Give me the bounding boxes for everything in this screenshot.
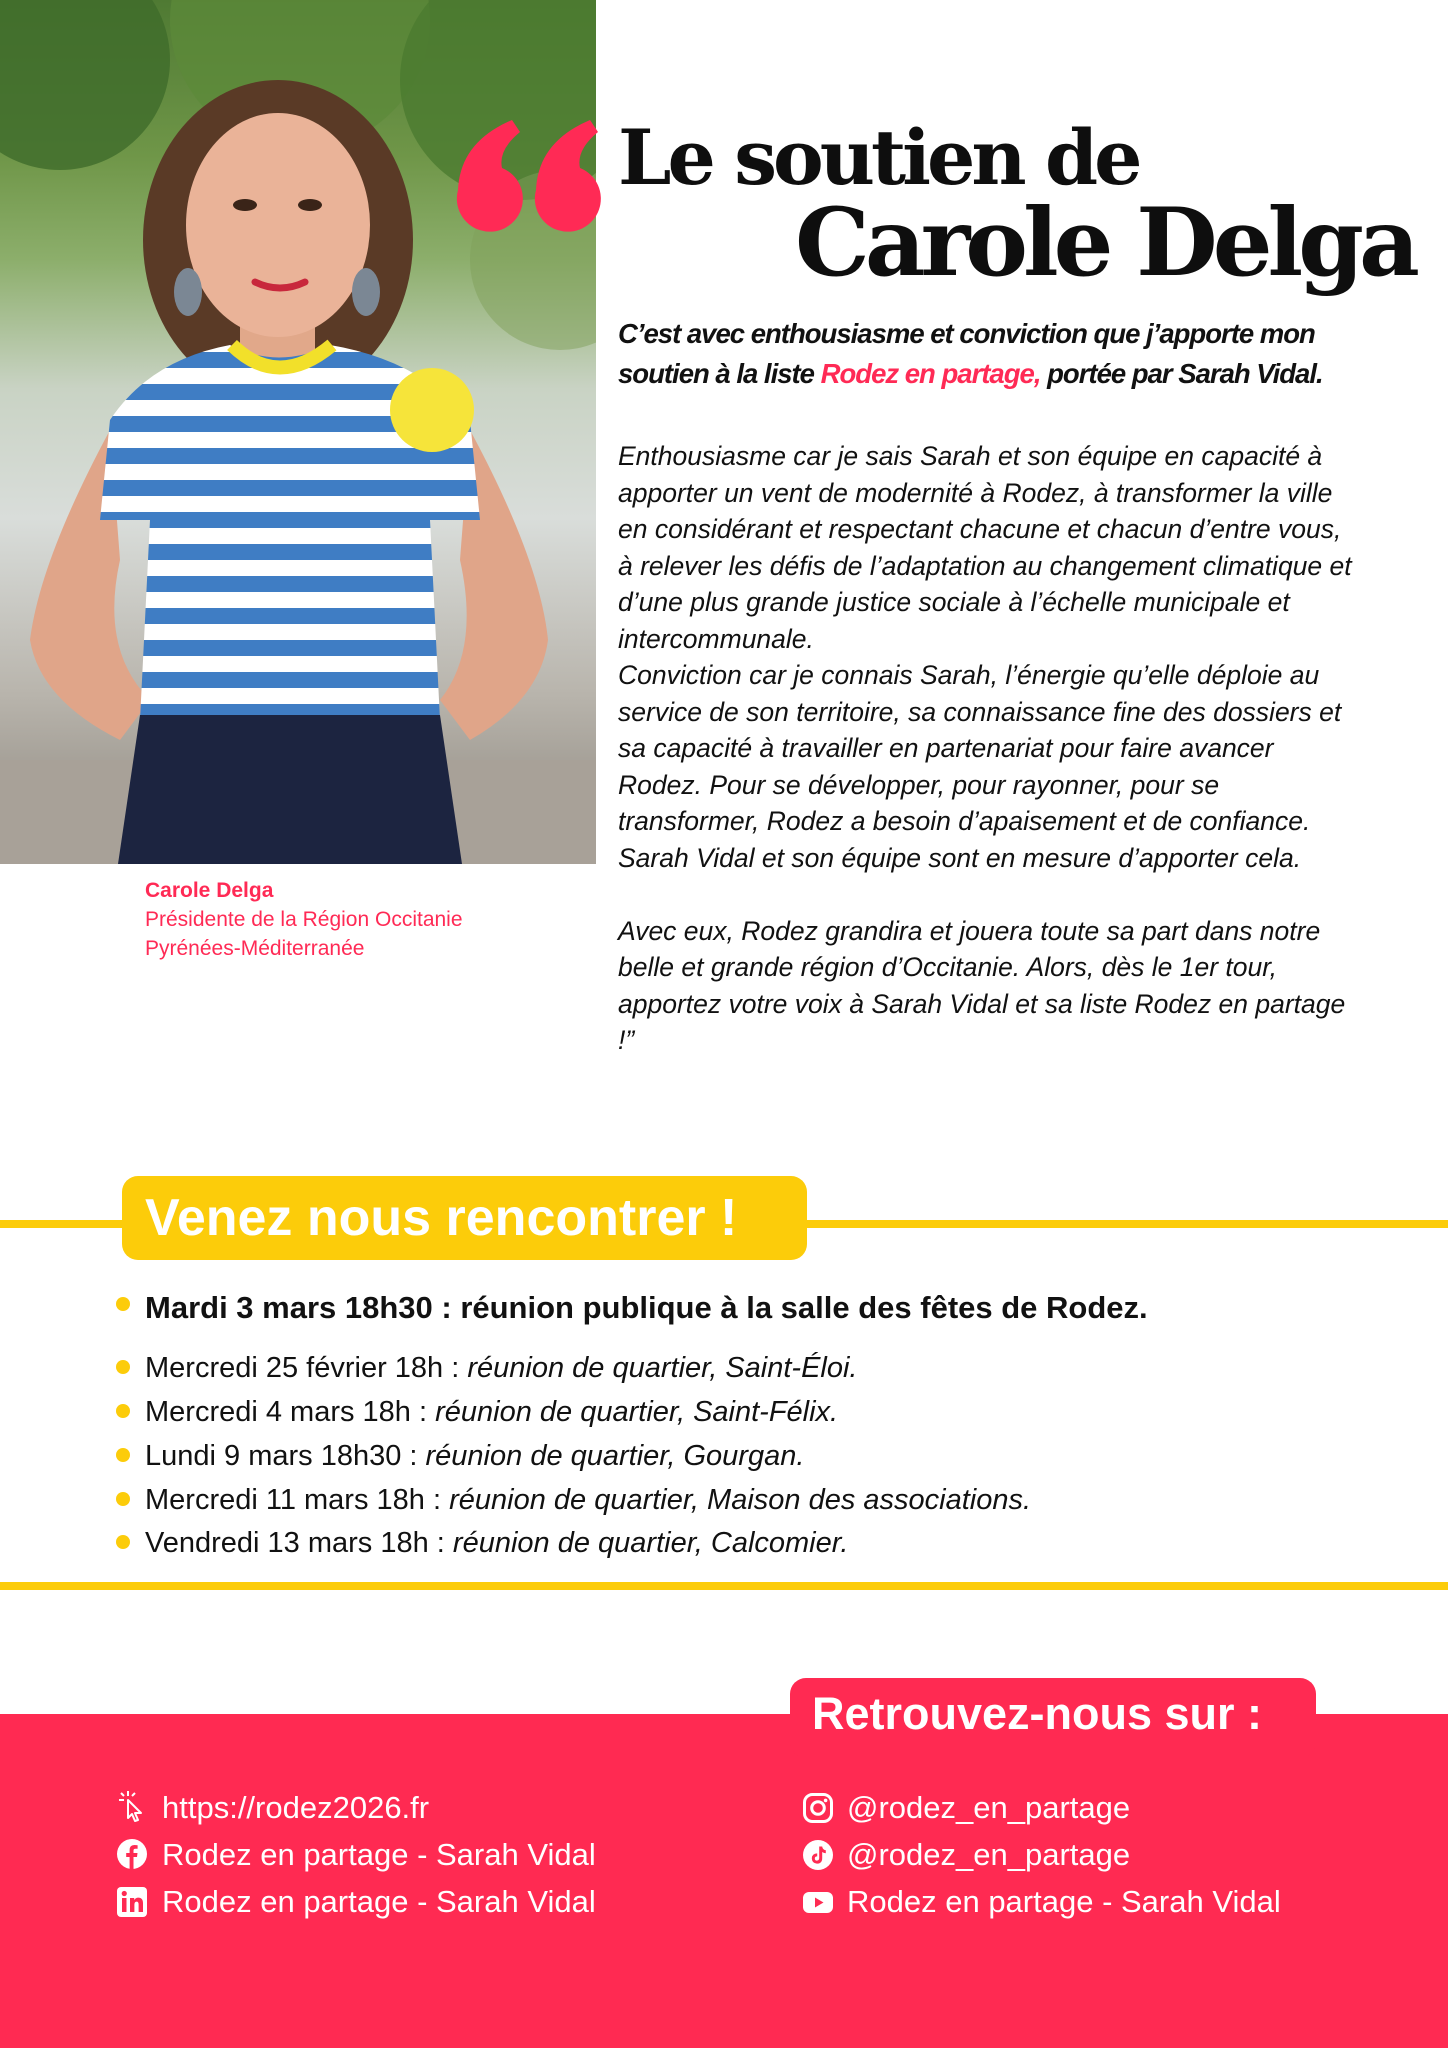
- event-when: Mercredi 4 mars 18h :: [145, 1396, 436, 1428]
- facebook-icon: [116, 1838, 148, 1870]
- footer-panel: [0, 1714, 1448, 2048]
- instagram-icon: [802, 1792, 834, 1824]
- instagram-link[interactable]: @rodez_en_partage: [847, 1790, 1131, 1825]
- event-what: réunion de quartier, Maison des associations.: [449, 1484, 1032, 1516]
- event-item: [145, 1527, 848, 1560]
- endorsement-text: [618, 438, 1358, 1059]
- intro-statement: [618, 314, 1348, 394]
- caption-role-line1: Présidente de la Région Occitanie: [145, 908, 463, 931]
- footer-title: Retrouvez-nous sur :: [812, 1688, 1263, 1739]
- quote-mark-icon: [440, 112, 605, 237]
- page-title-line2: Carole Delga: [795, 188, 1415, 298]
- tiktok-link[interactable]: @rodez_en_partage: [847, 1837, 1131, 1872]
- meetings-bottom-divider: [0, 1582, 1448, 1590]
- bullet-icon: [116, 1448, 130, 1462]
- page-title-line1: Le soutien de: [618, 113, 1139, 202]
- website-link[interactable]: https://rodez2026.fr: [162, 1790, 430, 1825]
- bullet-icon: [116, 1404, 130, 1418]
- linkedin-link[interactable]: Rodez en partage - Sarah Vidal: [162, 1884, 596, 1919]
- bullet-icon: [116, 1360, 130, 1374]
- facebook-link[interactable]: Rodez en partage - Sarah Vidal: [162, 1837, 596, 1872]
- event-item: [145, 1484, 1031, 1517]
- event-when: Vendredi 13 mars 18h :: [145, 1527, 453, 1559]
- event-item: [145, 1440, 804, 1473]
- tiktok-icon: [802, 1839, 834, 1871]
- endorsement-paragraph-1: Enthousiasme car je sais Sarah et son équipe en capacité à apporter un vent de modernité à Rodez, à transformer la ville en considérant et respectant chacune et chacun d’entre vous, à relever les défis de l’adaptation au changement climatique et d’une plus grande justice sociale à l’échelle municipale et intercommunale.: [618, 441, 1352, 654]
- caption-name: Carole Delga: [145, 879, 274, 902]
- event-item: [145, 1352, 858, 1385]
- linkedin-icon: [116, 1886, 148, 1918]
- main-event: Mardi 3 mars 18h30 : réunion publique à la salle des fêtes de Rodez.: [145, 1290, 1148, 1325]
- caption-role-line2: Pyrénées-Méditerranée: [145, 937, 365, 960]
- event-what: réunion de quartier, Saint-Félix.: [435, 1396, 839, 1428]
- event-when: Mercredi 25 février 18h :: [145, 1352, 468, 1384]
- event-when: Mercredi 11 mars 18h :: [145, 1484, 450, 1516]
- youtube-icon: [802, 1886, 834, 1918]
- endorsement-paragraph-3: Avec eux, Rodez grandira et jouera toute sa part dans notre belle et grande région d’Occitanie. Alors, dès le 1er tour, apportez votre voix à Sarah Vidal et sa liste Rodez en partage !”: [618, 915, 1346, 1055]
- bullet-icon: [116, 1535, 130, 1549]
- event-what: réunion de quartier, Gourgan.: [425, 1440, 805, 1472]
- event-item: [145, 1396, 838, 1429]
- photo-caption: [145, 876, 463, 963]
- event-what: réunion de quartier, Saint-Éloi.: [467, 1352, 858, 1384]
- intro-text-before: C’est avec enthousiasme et conviction que j’apporte mon soutien à la liste: [618, 318, 1315, 389]
- bullet-icon: [116, 1297, 130, 1311]
- endorsement-paragraph-2: Conviction car je connais Sarah, l’énergie qu’elle déploie au service de son territoire, sa connaissance fine des dossiers et sa capacité à travailler en partenariat pour faire avancer Rodez. Pour se développer, pour rayonner, pour se transformer, Rodez a besoin d’apaisement et de confiance. Sarah Vidal et son équipe sont en mesure d’apporter cela.: [618, 660, 1342, 873]
- event-what: réunion de quartier, Calcomier.: [452, 1527, 849, 1559]
- meetings-title: Venez nous rencontrer !: [145, 1189, 738, 1247]
- event-when: Lundi 9 mars 18h30 :: [145, 1440, 426, 1472]
- cursor-click-icon: [116, 1790, 148, 1822]
- bullet-icon: [116, 1492, 130, 1506]
- paragraph-spacer: [618, 876, 1358, 913]
- intro-text-after: portée par Sarah Vidal.: [1040, 358, 1323, 389]
- youtube-link[interactable]: Rodez en partage - Sarah Vidal: [847, 1884, 1281, 1919]
- intro-highlight: Rodez en partage,: [820, 358, 1041, 389]
